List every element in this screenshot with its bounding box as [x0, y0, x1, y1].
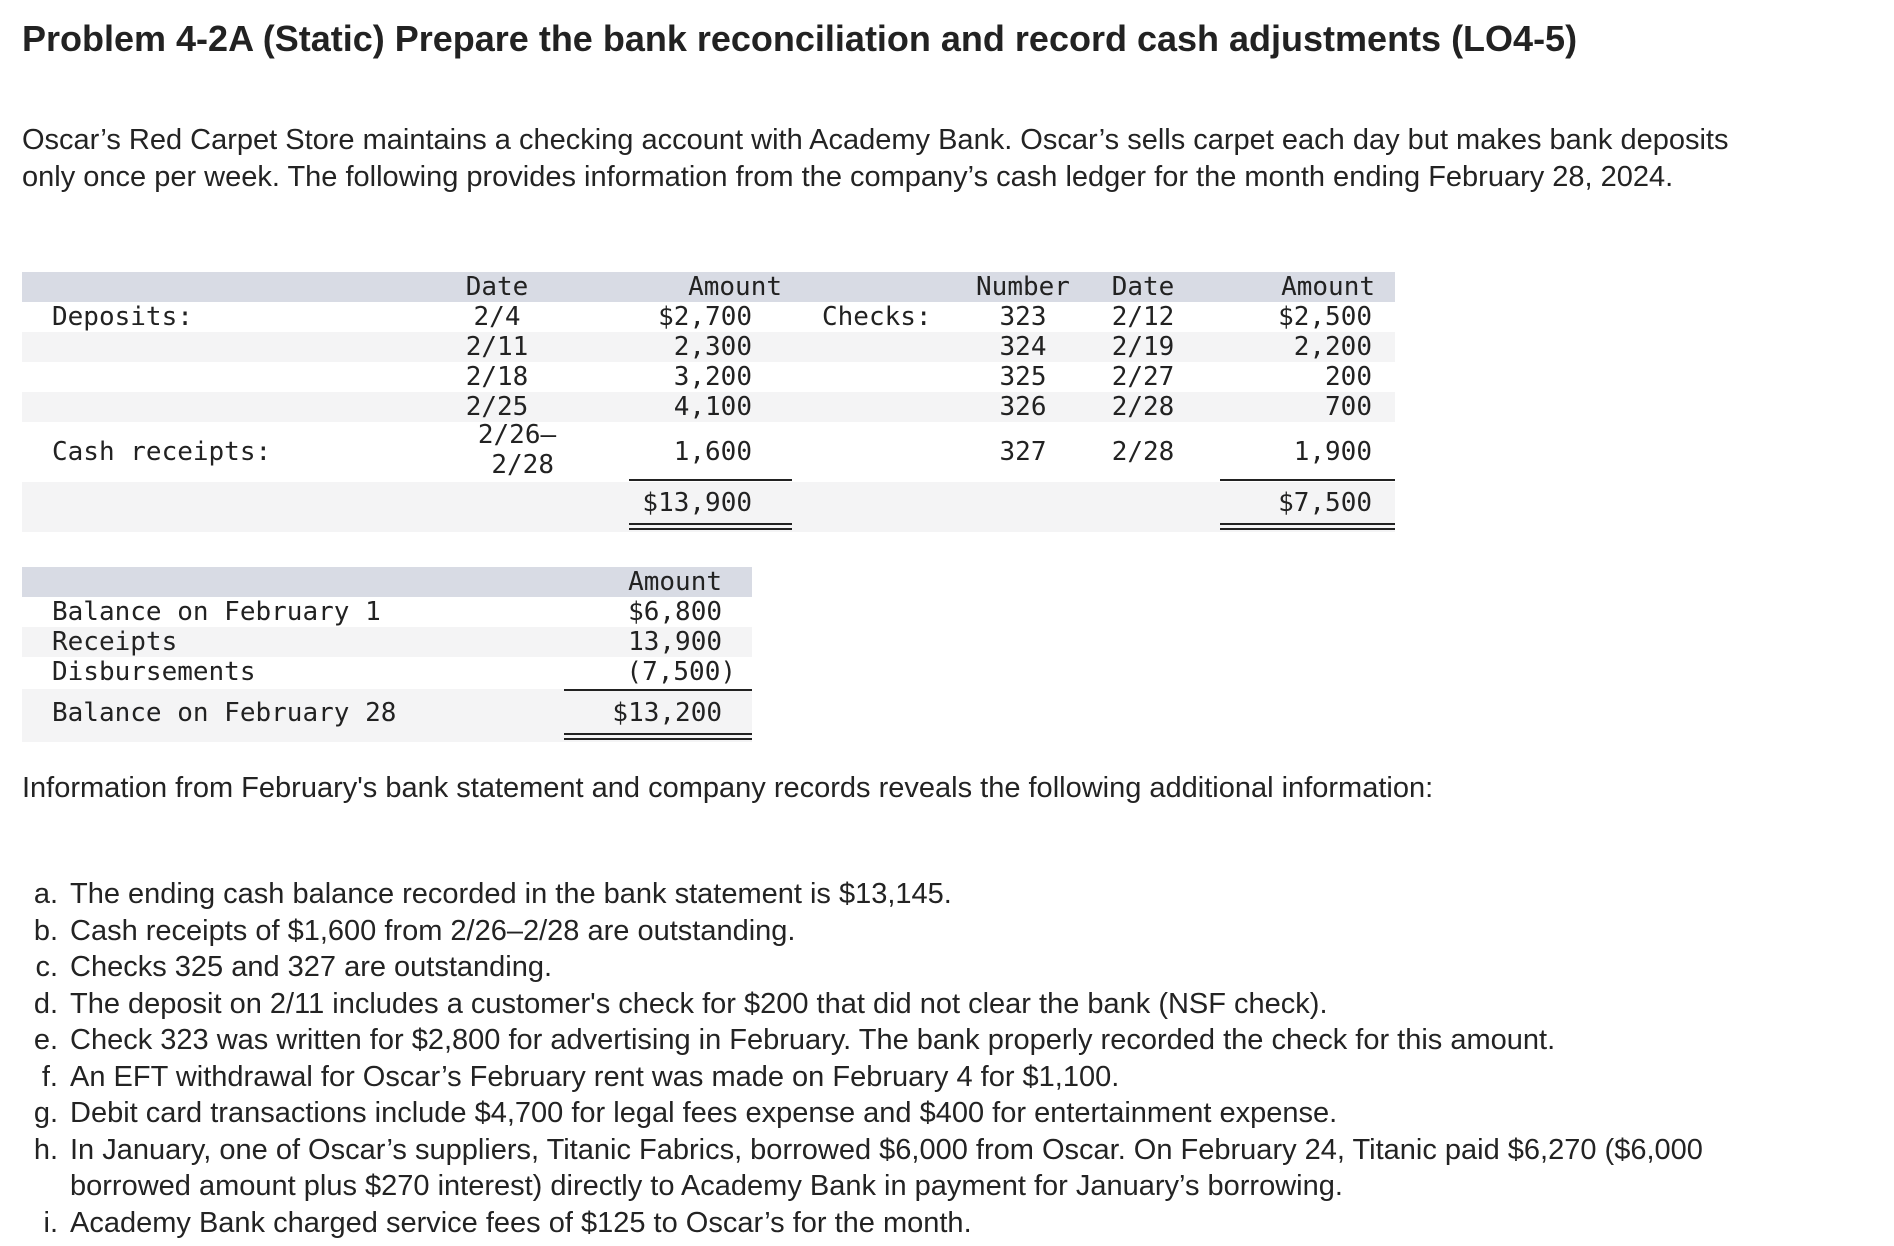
balance-row-amount: $6,800 [628, 597, 722, 627]
total-rule [564, 689, 752, 691]
double-rule [1220, 523, 1395, 530]
item-letter: e. [33, 1024, 58, 1056]
check-amount: 700 [1325, 392, 1372, 422]
cash-receipts-amount: 1,600 [673, 437, 752, 467]
item-text: An EFT withdrawal for Oscar’s February rent was made on February 4 for $1,100. [70, 1060, 1120, 1093]
cash-receipts-label: Cash receipts: [52, 437, 272, 467]
cash-ledger-table [22, 272, 1395, 532]
total-rule [629, 479, 792, 481]
item-letter: h. [33, 1133, 58, 1166]
list-item [18, 1059, 1703, 1096]
list-item [18, 1205, 1703, 1242]
item-letter: c. [35, 951, 58, 983]
list-item [18, 949, 1703, 986]
item-letter: g. [33, 1097, 58, 1129]
list-item [18, 1022, 1703, 1059]
check-number: 323 [999, 302, 1047, 332]
check-amount-header: Amount [1281, 272, 1375, 302]
item-text: Check 323 was written for $2,800 for advertising in February. The bank properly recorded the check for this amount. [70, 1024, 1556, 1056]
intro-line: only once per week. The following provides information from the company’s cash ledger for the month ending February 28, 2024. [22, 161, 1674, 193]
balance-row-label: Balance on February 1 [52, 597, 381, 627]
item-letter: b. [33, 914, 58, 947]
checks-label: Checks: [822, 302, 932, 332]
item-letter: f. [41, 1060, 58, 1093]
check-number: 327 [999, 437, 1047, 467]
item-text: Cash receipts of $1,600 from 2/26–2/28 are outstanding. [70, 914, 796, 947]
ending-balance-label: Balance on February 28 [52, 698, 397, 728]
balance-summary-table [22, 567, 752, 742]
deposit-date: 2/4 [473, 302, 521, 332]
checks-total: $7,500 [1278, 488, 1372, 518]
item-text: Checks 325 and 327 are outstanding. [70, 951, 553, 983]
intro-paragraph [22, 122, 1882, 196]
item-text: Debit card transactions include $4,700 for legal fees expense and $400 for entertainment expense. [70, 1097, 1338, 1129]
item-letter: a. [33, 878, 58, 910]
list-item [18, 1132, 1703, 1205]
list-item [18, 986, 1703, 1023]
item-letter: i. [43, 1206, 58, 1239]
check-date: 2/28 [1111, 437, 1175, 467]
balance-row-amount: 13,900 [628, 627, 722, 657]
check-amount: 1,900 [1293, 437, 1372, 467]
balance-row-label: Receipts [52, 627, 178, 657]
item-text: Academy Bank charged service fees of $125 to Oscar’s for the month. [70, 1206, 972, 1239]
check-date: 2/28 [1111, 392, 1175, 422]
item-text: The ending cash balance recorded in the bank statement is $13,145. [70, 878, 952, 910]
list-item [18, 876, 1703, 913]
list-item [18, 1095, 1703, 1132]
receipts-total: $13,900 [642, 488, 752, 518]
intro-line: Oscar’s Red Carpet Store maintains a checking account with Academy Bank. Oscar’s sells carpet each day but makes bank deposits [22, 124, 1729, 156]
deposit-date: 2/18 [465, 362, 529, 392]
check-amount: $2,500 [1278, 302, 1372, 332]
check-amount: 2,200 [1293, 332, 1372, 362]
list-item [18, 913, 1703, 950]
additional-info-list [18, 876, 1703, 1241]
check-number: 325 [999, 362, 1047, 392]
check-number-header: Number [976, 272, 1070, 302]
balance-amount-header: Amount [628, 567, 722, 597]
deposit-date: 2/11 [465, 332, 529, 362]
deposit-amount: 4,100 [673, 392, 752, 422]
deposit-amount: 3,200 [673, 362, 752, 392]
balance-row-label: Disbursements [52, 657, 256, 687]
check-date: 2/27 [1111, 362, 1175, 392]
double-rule [629, 523, 792, 530]
deposit-date: 2/25 [465, 392, 529, 422]
check-number: 326 [999, 392, 1047, 422]
check-number: 324 [999, 332, 1047, 362]
additional-info-heading: Information from February's bank statement and company records reveals the following additional information: [22, 772, 1434, 804]
check-date: 2/12 [1111, 302, 1175, 332]
deposit-amount: 2,300 [673, 332, 752, 362]
check-amount: 200 [1325, 362, 1372, 392]
deposits-label: Deposits: [52, 302, 193, 332]
deposit-amount: $2,700 [658, 302, 752, 332]
problem-title: Problem 4-2A (Static) Prepare the bank reconciliation and record cash adjustments (LO4-5) [22, 18, 1578, 59]
cash-receipts-date: 2/26– [477, 420, 557, 450]
cash-receipts-date: 2/28 [491, 450, 554, 480]
balance-row-amount: (7,500) [626, 657, 736, 687]
deposit-amount-header: Amount [688, 272, 782, 302]
ending-balance-amount: $13,200 [612, 698, 722, 728]
check-date: 2/19 [1111, 332, 1175, 362]
item-text: The deposit on 2/11 includes a customer's check for $200 that did not clear the bank (NSF check). [70, 987, 1328, 1020]
check-date-header: Date [1111, 272, 1175, 302]
double-rule [564, 733, 752, 740]
deposit-date-header: Date [465, 272, 529, 302]
item-letter: d. [33, 987, 58, 1020]
total-rule [1220, 479, 1395, 481]
item-text: In January, one of Oscar’s suppliers, Titanic Fabrics, borrowed $6,000 from Oscar. On February 24, Titanic paid $6,270 ($6,000 borrowed amount plus $270 interest) directly to Academy Bank in payment for January’s borrowing. [70, 1133, 1703, 1202]
